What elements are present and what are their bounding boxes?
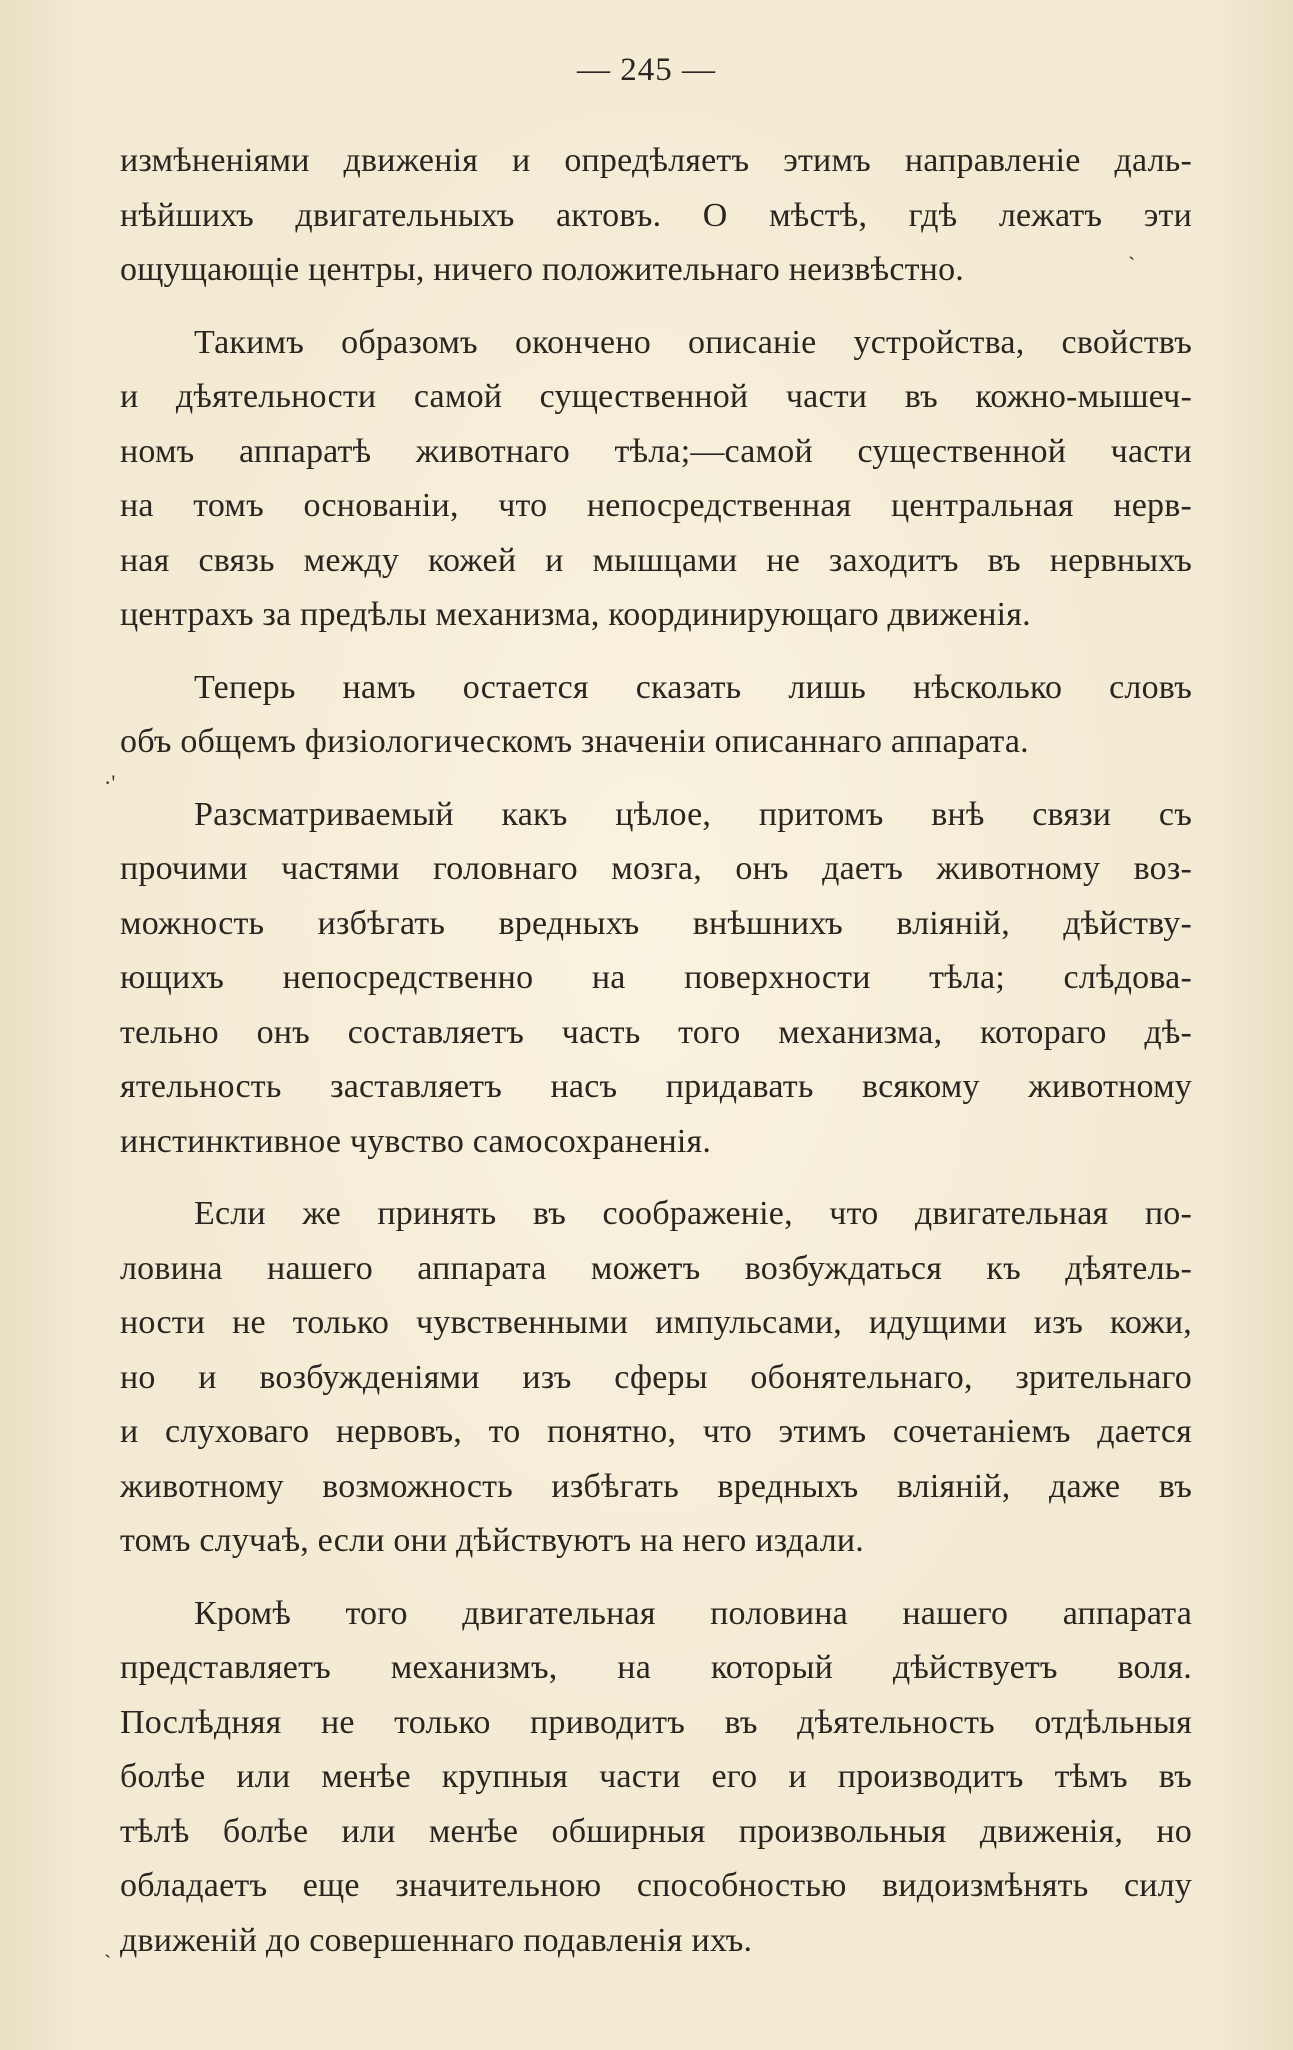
page-number: — 245 — <box>577 52 716 88</box>
text-line: тѣлѣ болѣе или менѣе обширныя произвольныя движенія, но <box>120 1812 1192 1850</box>
text-line: центрахъ за предѣлы механизма, координирующаго движенія. <box>120 596 1031 633</box>
text-line: движеній до совершеннаго подавленія ихъ. <box>120 1921 753 1959</box>
text-line: номъ аппаратѣ животнаго тѣла;—самой существенной части <box>120 432 1192 470</box>
text-line: ятельность заставляетъ насъ придавать всякому животному <box>120 1068 1192 1105</box>
text-line: ющихъ непосредственно на поверхности тѣла; слѣдова- <box>120 959 1192 996</box>
text-line: измѣненіями движенія и опредѣляетъ этимъ направленіе даль- <box>120 142 1192 179</box>
text-line: обладаетъ еще значительною способностью видоизмѣнять силу <box>120 1867 1192 1904</box>
text-line: ощущающіе центры, ничего положительнаго неизвѣстно. <box>120 251 964 288</box>
text-line: ности не только чувственными импульсами, идущими изъ кожи, <box>120 1304 1192 1341</box>
paragraph <box>120 1187 1192 1569</box>
text-line: представляетъ механизмъ, на который дѣйствуетъ воля. <box>120 1649 1192 1686</box>
text-line: Теперь намъ остается сказать лишь нѣсколько словъ <box>194 668 1192 706</box>
text-line: на томъ основаніи, что непосредственная центральная нерв- <box>120 487 1192 524</box>
stray-mark: ˋ <box>104 1950 112 1975</box>
page-text-body <box>120 134 1192 1986</box>
stray-mark: ˋ <box>1128 252 1136 277</box>
text-line: нѣйшихъ двигательныхъ актовъ. О мѣстѣ, гдѣ лежатъ эти <box>120 196 1192 234</box>
text-line: ловина нашего аппарата можетъ возбуждаться къ дѣятель- <box>120 1249 1192 1287</box>
text-line: томъ случаѣ, если они дѣйствуютъ на него издали. <box>120 1522 864 1559</box>
text-line: объ общемъ физіологическомъ значеніи описаннаго аппарата. <box>120 723 1029 760</box>
text-line: Такимъ образомъ окончено описаніе устройства, свойствъ <box>194 323 1192 361</box>
text-line: и слуховаго нервовъ, то понятно, что этимъ сочетаніемъ дается <box>120 1413 1192 1450</box>
paragraph <box>120 661 1192 770</box>
text-line: Кромѣ того двигательная половина нашего аппарата <box>194 1594 1192 1632</box>
paragraph <box>120 1587 1192 1969</box>
text-line: можность избѣгать вредныхъ внѣшнихъ вліяній, дѣйству- <box>120 904 1192 942</box>
text-line: болѣе или менѣе крупныя части его и производитъ тѣмъ въ <box>120 1758 1192 1795</box>
text-line: прочими частями головнаго мозга, онъ даетъ животному воз- <box>120 850 1192 887</box>
stray-mark: ·' <box>104 770 116 795</box>
paragraph <box>120 316 1192 643</box>
paragraph <box>120 134 1192 298</box>
text-line: но и возбужденіями изъ сферы обонятельнаго, зрительнаго <box>120 1358 1192 1396</box>
text-line: Если же принять въ соображеніе, что двигательная по- <box>194 1195 1192 1232</box>
text-line: инстинктивное чувство самосохраненія. <box>120 1122 712 1160</box>
text-line: ная связь между кожей и мышцами не заходитъ въ нервныхъ <box>120 541 1192 579</box>
text-line: Разсматриваемый какъ цѣлое, притомъ внѣ связи съ <box>194 795 1192 833</box>
text-line: и дѣятельности самой существенной части въ кожно-мышеч- <box>120 378 1192 415</box>
text-line: тельно онъ составляетъ часть того механизма, котораго дѣ- <box>120 1013 1192 1051</box>
text-line: Послѣдняя не только приводитъ въ дѣятельность отдѣльныя <box>120 1703 1192 1741</box>
paragraph <box>120 788 1192 1170</box>
text-line: животному возможность избѣгать вредныхъ вліяній, даже въ <box>120 1467 1192 1505</box>
